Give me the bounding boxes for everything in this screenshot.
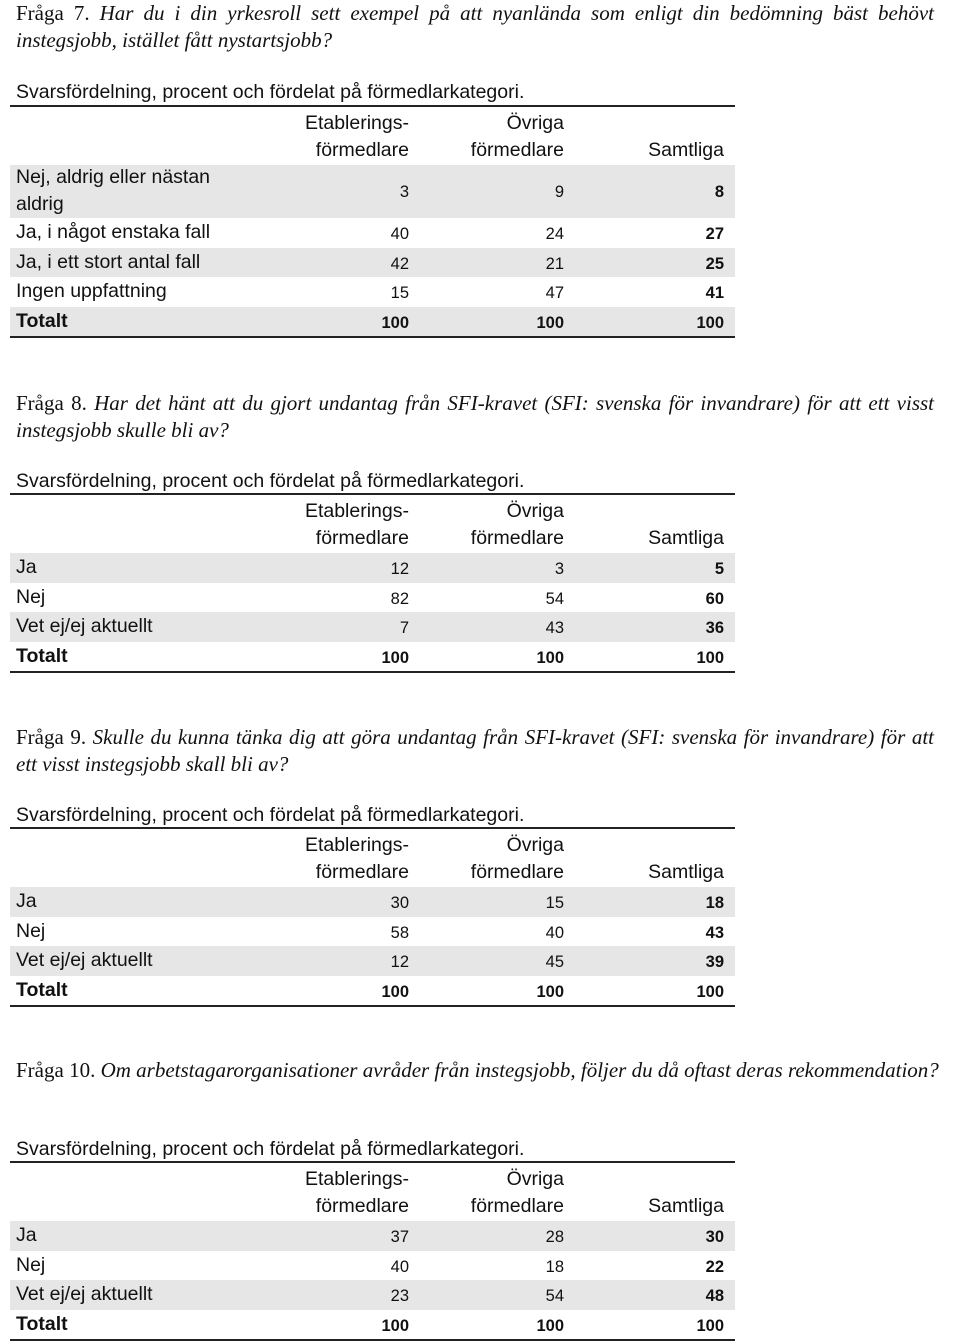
- row-label: Nej: [16, 919, 46, 942]
- question-8: [16, 390, 934, 444]
- table-caption: Svarsfördelning, procent och fördelat på förmedlarkategori.: [16, 81, 525, 103]
- cell-etablering: 12: [390, 560, 409, 578]
- cell-ovriga: 100: [536, 982, 564, 1001]
- table-row: [10, 277, 735, 307]
- header-samtliga: Samtliga: [648, 1195, 724, 1217]
- cell-etablering: 3: [399, 183, 409, 201]
- row-label: Ja, i något enstaka fall: [16, 221, 211, 243]
- question-10: [16, 1057, 960, 1084]
- row-label: Ingen uppfattning: [16, 280, 167, 302]
- cell-samtliga: 48: [705, 1287, 724, 1305]
- cell-samtliga: 22: [705, 1257, 724, 1276]
- row-label: Ja: [16, 890, 37, 912]
- question-number: Fråga 8.: [16, 391, 87, 415]
- question-7: [16, 0, 934, 54]
- cell-samtliga: 30: [705, 1228, 724, 1246]
- row-label: Vet ej/ej aktuellt: [16, 949, 153, 971]
- cell-samtliga: 39: [705, 953, 724, 971]
- cell-ovriga: 45: [545, 953, 564, 971]
- question-number: Fråga 10.: [16, 1058, 96, 1082]
- cell-samtliga: 25: [705, 254, 724, 273]
- row-label: Totalt: [16, 644, 68, 667]
- table-row-total: [10, 642, 735, 672]
- table-row: [10, 1221, 735, 1251]
- cell-etablering: 58: [390, 923, 409, 942]
- table-row-total: [10, 976, 735, 1006]
- cell-ovriga: 18: [545, 1257, 564, 1276]
- question-9: [16, 724, 934, 778]
- cell-ovriga: 43: [545, 619, 564, 637]
- question-text: Om arbetstagarorganisationer avråder från instegsjobb, följer du då oftast deras rekommendation?: [100, 1058, 939, 1082]
- header-samtliga: Samtliga: [648, 527, 724, 549]
- cell-etablering: 12: [390, 953, 409, 971]
- row-label: Nej: [16, 1253, 46, 1276]
- results-table-q10: [10, 1161, 735, 1341]
- cell-ovriga: 21: [545, 254, 564, 273]
- row-label: Totalt: [16, 978, 68, 1001]
- cell-samtliga: 41: [705, 284, 724, 302]
- cell-samtliga: 36: [705, 619, 724, 637]
- results-table-q7: [10, 105, 735, 338]
- cell-etablering: 100: [381, 313, 409, 332]
- row-label: Ja: [16, 1224, 37, 1246]
- cell-etablering: 42: [390, 254, 409, 273]
- question-text: Har du i din yrkesroll sett exempel på att nyanlända som enligt din bedömning bäst behövt instegsjobb, istället fått nystartsjobb?: [16, 1, 934, 52]
- row-label: Totalt: [16, 1312, 68, 1335]
- cell-etablering: 100: [381, 982, 409, 1001]
- cell-etablering: 100: [381, 648, 409, 667]
- table-row-total: [10, 1310, 735, 1340]
- cell-etablering: 7: [399, 619, 409, 637]
- question-number: Fråga 9.: [16, 725, 87, 749]
- table-caption: Svarsfördelning, procent och fördelat på förmedlarkategori.: [16, 804, 525, 826]
- cell-samtliga: 8: [714, 183, 724, 201]
- cell-etablering: 100: [381, 1316, 409, 1335]
- header-samtliga: Samtliga: [648, 861, 724, 883]
- row-label: Ja, i ett stort antal fall: [16, 250, 201, 273]
- cell-etablering: 15: [390, 284, 409, 302]
- cell-etablering: 37: [390, 1228, 409, 1246]
- cell-samtliga: 100: [696, 982, 724, 1001]
- cell-etablering: 23: [390, 1287, 409, 1305]
- row-label: Nej, aldrig eller nästan aldrig: [16, 166, 211, 215]
- cell-etablering: 40: [390, 225, 409, 243]
- header-etablering: Etablerings- förmedlare: [304, 112, 409, 161]
- cell-ovriga: 28: [545, 1228, 564, 1246]
- table-row: [10, 887, 735, 917]
- table-header: [10, 107, 735, 165]
- cell-samtliga: 100: [696, 313, 724, 332]
- question-text: Har det hänt att du gjort undantag från SFI-kravet (SFI: svenska för invandrare) för att ett visst instegsjobb skulle bli av?: [16, 391, 935, 442]
- table-row: [10, 946, 735, 976]
- table-header: [10, 495, 735, 553]
- header-etablering: Etablerings- förmedlare: [304, 834, 409, 883]
- table-caption: Svarsfördelning, procent och fördelat på förmedlarkategori.: [16, 1138, 525, 1160]
- header-ovriga: Övriga förmedlare: [470, 834, 564, 883]
- table-header: [10, 829, 735, 887]
- question-text: Skulle du kunna tänka dig att göra undantag från SFI-kravet (SFI: svenska för invandrare) för att ett visst instegsjobb skall bli av?: [16, 725, 934, 776]
- cell-ovriga: 15: [545, 894, 564, 912]
- header-ovriga: Övriga förmedlare: [470, 500, 564, 549]
- results-table-q9: [10, 827, 735, 1007]
- cell-ovriga: 54: [545, 1287, 564, 1305]
- table-row: [10, 583, 735, 613]
- cell-ovriga: 100: [536, 648, 564, 667]
- cell-samtliga: 5: [714, 560, 724, 578]
- cell-samtliga: 18: [705, 894, 724, 912]
- cell-samtliga: 100: [696, 648, 724, 667]
- header-ovriga: Övriga förmedlare: [470, 112, 564, 161]
- cell-etablering: 30: [390, 894, 409, 912]
- cell-samtliga: 43: [705, 923, 724, 942]
- header-etablering: Etablerings- förmedlare: [304, 500, 409, 549]
- header-ovriga: Övriga förmedlare: [470, 1168, 564, 1217]
- cell-ovriga: 3: [554, 560, 564, 578]
- header-samtliga: Samtliga: [648, 139, 724, 161]
- cell-samtliga: 100: [696, 1316, 724, 1335]
- table-row: [10, 917, 735, 947]
- cell-ovriga: 40: [545, 923, 564, 942]
- question-number: Fråga 7.: [16, 1, 90, 25]
- cell-ovriga: 24: [545, 225, 564, 243]
- table-row: [10, 553, 735, 583]
- table-header: [10, 1163, 735, 1221]
- table-row: [10, 1280, 735, 1310]
- cell-samtliga: 60: [705, 589, 724, 608]
- table-caption: Svarsfördelning, procent och fördelat på förmedlarkategori.: [16, 470, 525, 492]
- row-label: Nej: [16, 585, 46, 608]
- cell-ovriga: 47: [545, 284, 564, 302]
- table-row: [10, 612, 735, 642]
- table-row: [10, 218, 735, 248]
- row-label: Vet ej/ej aktuellt: [16, 1283, 153, 1305]
- cell-etablering: 40: [390, 1257, 409, 1276]
- table-row: [10, 1251, 735, 1281]
- cell-ovriga: 54: [545, 589, 564, 608]
- header-etablering: Etablerings- förmedlare: [304, 1168, 409, 1217]
- row-label: Ja: [16, 556, 37, 578]
- cell-ovriga: 100: [536, 313, 564, 332]
- cell-etablering: 82: [390, 589, 409, 608]
- cell-ovriga: 9: [554, 183, 564, 201]
- cell-samtliga: 27: [705, 225, 724, 243]
- table-row: [10, 165, 735, 218]
- table-row-total: [10, 307, 735, 337]
- cell-ovriga: 100: [536, 1316, 564, 1335]
- row-label: Vet ej/ej aktuellt: [16, 615, 153, 637]
- row-label: Totalt: [16, 309, 68, 332]
- results-table-q8: [10, 493, 735, 673]
- table-row: [10, 248, 735, 278]
